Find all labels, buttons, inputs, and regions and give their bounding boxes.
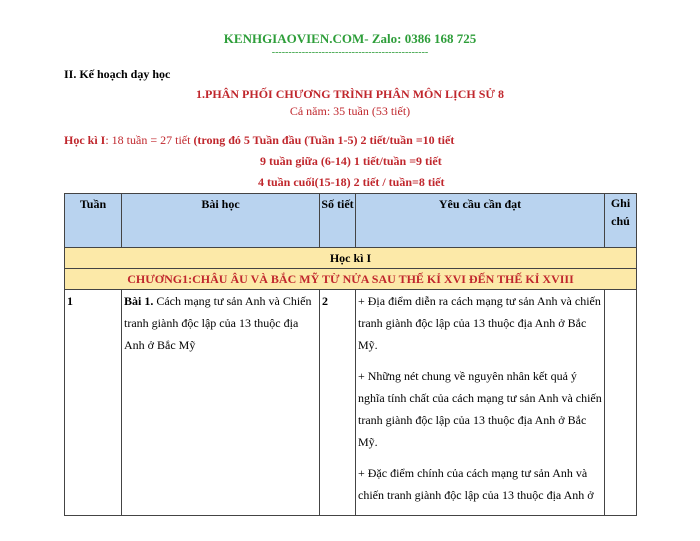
document-subtitle: Cả năm: 35 tuần (53 tiết) [289,104,411,118]
curriculum-table [64,193,637,516]
requirement-item: + Địa điểm diễn ra cách mạng tư sản Anh và chiến tranh giành độc lập của 13 thuộc địa Anh ở Bắc Mỹ. [358,294,601,352]
semester-detail-2: 9 tuần giữa (6-14) 1 tiết/tuần =9 tiết [260,154,442,168]
row-week: 1 [65,290,122,516]
table-header-row [65,194,637,248]
semester-summary [64,133,454,147]
requirement-item: + Đặc điểm chính của cách mạng tư sản Anh và chiến tranh giành độc lập của 13 thuộc địa Anh ở [358,466,594,502]
row-periods: 2 [320,290,356,516]
chapter-row [65,269,637,290]
section-heading: II. Kế hoạch dạy học [64,67,171,81]
site-banner: KENHGIAOVIEN.COM- Zalo: 0386 168 725 [223,31,477,46]
row-lesson [122,290,320,516]
row-lesson-number: Bài 1. [124,294,154,308]
banner-divider: ----------------------------------------------- [271,47,429,58]
header-requirements: Yêu cầu cần đạt [356,194,605,248]
semester-row [65,248,637,269]
semester-label: Học kì I [64,133,106,147]
semester-text: : 18 tuần = 27 tiết [105,133,194,147]
row-lesson-title: Cách mạng tư sản Anh và Chiến tranh giành độc lập của 13 thuộc địa Anh ở Bắc Mỹ [124,294,312,352]
document-title: 1.PHÂN PHỐI CHƯƠNG TRÌNH PHÂN MÔN LỊCH SỬ 8 [196,87,504,101]
semester-row-label: Học kì I [65,248,637,269]
header-notes-line2: chú [611,214,630,228]
header-lesson: Bài học [122,194,320,248]
semester-detail-1: (trong đó 5 Tuần đầu (Tuần 1-5) 2 tiết/tuần =10 tiết [193,133,455,147]
header-periods: Số tiết [320,194,356,248]
header-notes-line1: Ghi [610,196,631,210]
chapter-row-label: CHƯƠNG1:CHÂU ÂU VÀ BẮC MỸ TỪ NỬA SAU THẾ KỈ XVI ĐẾN THẾ KỈ XVIII [65,269,637,290]
header-notes [605,194,637,248]
header-week: Tuần [65,194,122,248]
semester-detail-3: 4 tuần cuối(15-18) 2 tiết / tuần=8 tiết [258,175,445,189]
table-row [65,290,637,516]
requirement-item: + Những nét chung về nguyên nhân kết quả ý nghĩa tính chất của cách mạng tư sản Anh và chiến tranh giành độc lập của 13 thuộc địa Anh ở Bắc Mỹ. [358,369,602,449]
row-notes [605,290,637,516]
row-requirements [356,290,605,516]
